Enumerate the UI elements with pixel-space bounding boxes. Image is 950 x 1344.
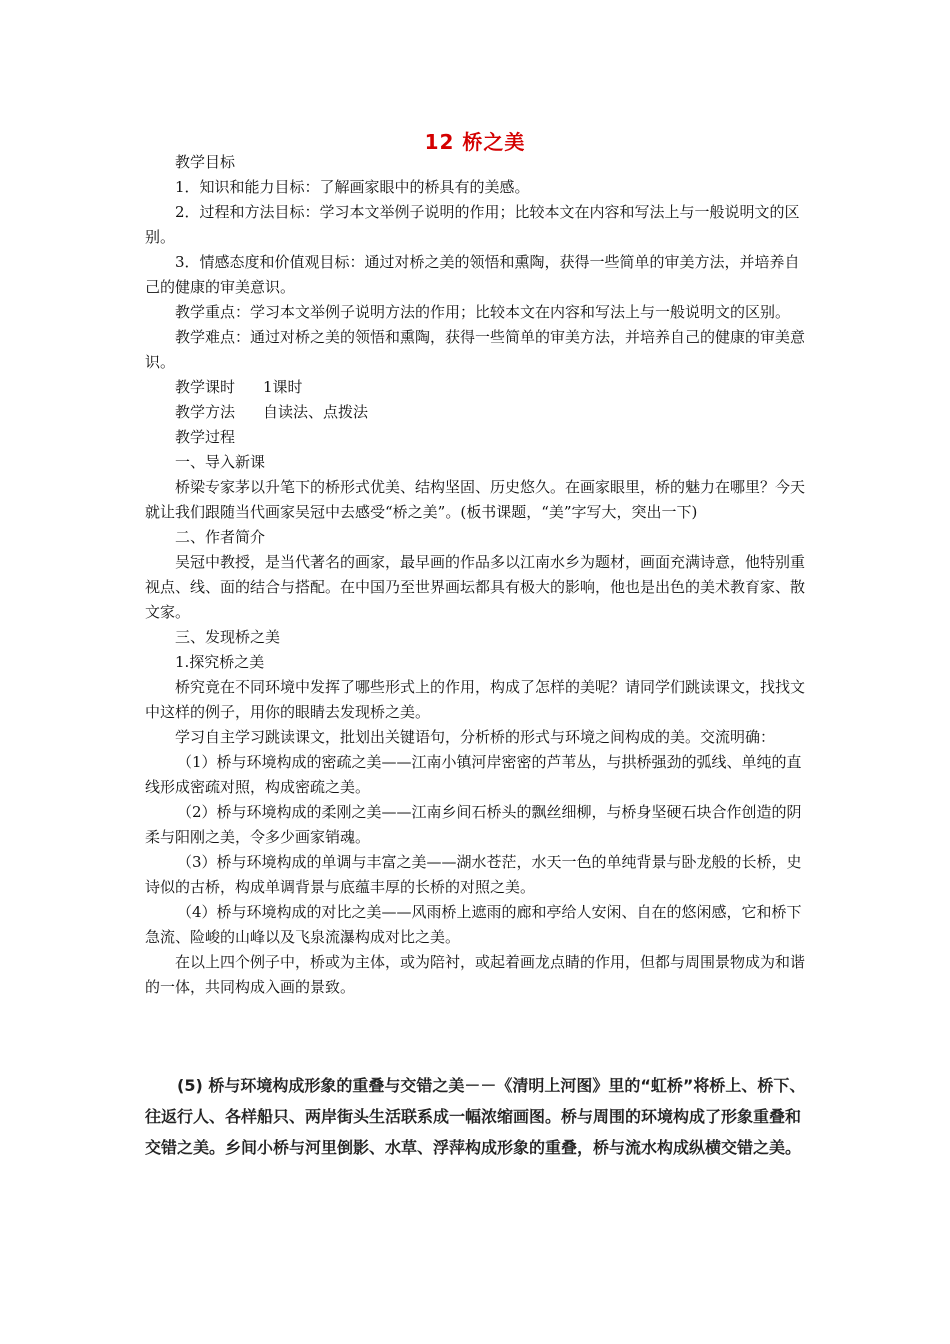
section-1-heading: 一、导入新课 <box>175 453 266 471</box>
list-item-1: （1）桥与环境构成的密疏之美——江南小镇河岸密密的芦苇丛，与拱桥强劲的弧线、单纯的直线形成密疏对照，构成密疏之美。 <box>145 753 802 796</box>
method-label: 教学方法 <box>175 403 236 421</box>
section-2-heading: 二、作者简介 <box>175 528 266 546</box>
section-1-text: 桥梁专家茅以升笔下的桥形式优美、结构坚固、历史悠久。在画家眼里，桥的魅力在哪里？今天就让我们跟随当代画家吴冠中去感受“桥之美”。(板书课题，“美”字写大，突出一下) <box>145 478 806 521</box>
list-item-5: (5) 桥与环境构成形象的重叠与交错之美－－《清明上河图》里的“虹桥”将桥上、桥下、往返行人、各样船只、两岸街头生活联系成一幅浓缩画图。桥与周围的环境构成了形象重叠和交错之美。乡间小桥与河里倒影、水草、浮萍构成形象的重叠，桥与流水构成纵横交错之美。 <box>145 1076 806 1157</box>
objective-3: 3．情感态度和价值观目标：通过对桥之美的领悟和熏陶，获得一些简单的审美方法，并培养自己的健康的审美意识。 <box>145 253 800 296</box>
list-item-4: （4）桥与环境构成的对比之美——风雨桥上遮雨的廊和亭给人安闲、自在的悠闲感，它和桥下急流、险峻的山峰以及飞泉流瀑构成对比之美。 <box>145 903 802 946</box>
key-point: 教学重点：学习本文举例子说明方法的作用；比较本文在内容和写法上与一般说明文的区别。 <box>175 303 791 321</box>
method-value: 自读法、点拨法 <box>263 403 369 421</box>
objective-2: 2．过程和方法目标：学习本文举例子说明的作用；比较本文在内容和写法上与一般说明文的区别。 <box>145 203 800 246</box>
objectives-heading: 教学目标 <box>175 153 236 171</box>
paragraph-c: 在以上四个例子中，桥或为主体，或为陪衬，或起着画龙点睛的作用，但都与周围景物成为和谐的一体，共同构成入画的景致。 <box>145 953 806 996</box>
list-item-3: （3）桥与环境构成的单调与丰富之美——湖水苍茫，水天一色的单纯背景与卧龙般的长桥，史诗似的古桥，构成单调背景与底蕴丰厚的长桥的对照之美。 <box>145 853 802 896</box>
paragraph-a: 桥究竟在不同环境中发挥了哪些形式上的作用，构成了怎样的美呢？请同学们跳读课文，找找文中这样的例子，用你的眼睛去发现桥之美。 <box>145 678 806 721</box>
teaching-method <box>145 400 805 425</box>
teaching-hours <box>145 375 805 400</box>
paragraph-b: 学习自主学习跳读课文，批划出关键语句，分析桥的形式与环境之间构成的美。交流明确： <box>175 728 776 746</box>
document-title: 12 桥之美 <box>424 130 526 154</box>
hours-label: 教学课时 <box>175 378 236 396</box>
section-2-text: 吴冠中教授，是当代著名的画家，最早画的作品多以江南水乡为题材，画面充满诗意，他特别重视点、线、面的结合与搭配。在中国乃至世界画坛都具有极大的影响，他也是出色的美术教育家、散文家。 <box>145 553 806 621</box>
document-body <box>145 150 805 1000</box>
process-heading: 教学过程 <box>175 428 236 446</box>
objective-1: 1．知识和能力目标：了解画家眼中的桥具有的美感。 <box>175 178 530 196</box>
difficulty: 教学难点：通过对桥之美的领悟和熏陶，获得一些简单的审美方法，并培养自己的健康的审美意识。 <box>145 328 806 371</box>
list-item-5-block <box>145 1070 815 1163</box>
list-item-2: （2）桥与环境构成的柔刚之美——江南乡间石桥头的飘丝细柳，与桥身坚硬石块合作创造的阴柔与阳刚之美，令多少画家销魂。 <box>145 803 802 846</box>
hours-value: 1课时 <box>263 378 303 396</box>
section-3-heading: 三、发现桥之美 <box>175 628 281 646</box>
subsection-1-heading: 1.探究桥之美 <box>175 653 265 671</box>
